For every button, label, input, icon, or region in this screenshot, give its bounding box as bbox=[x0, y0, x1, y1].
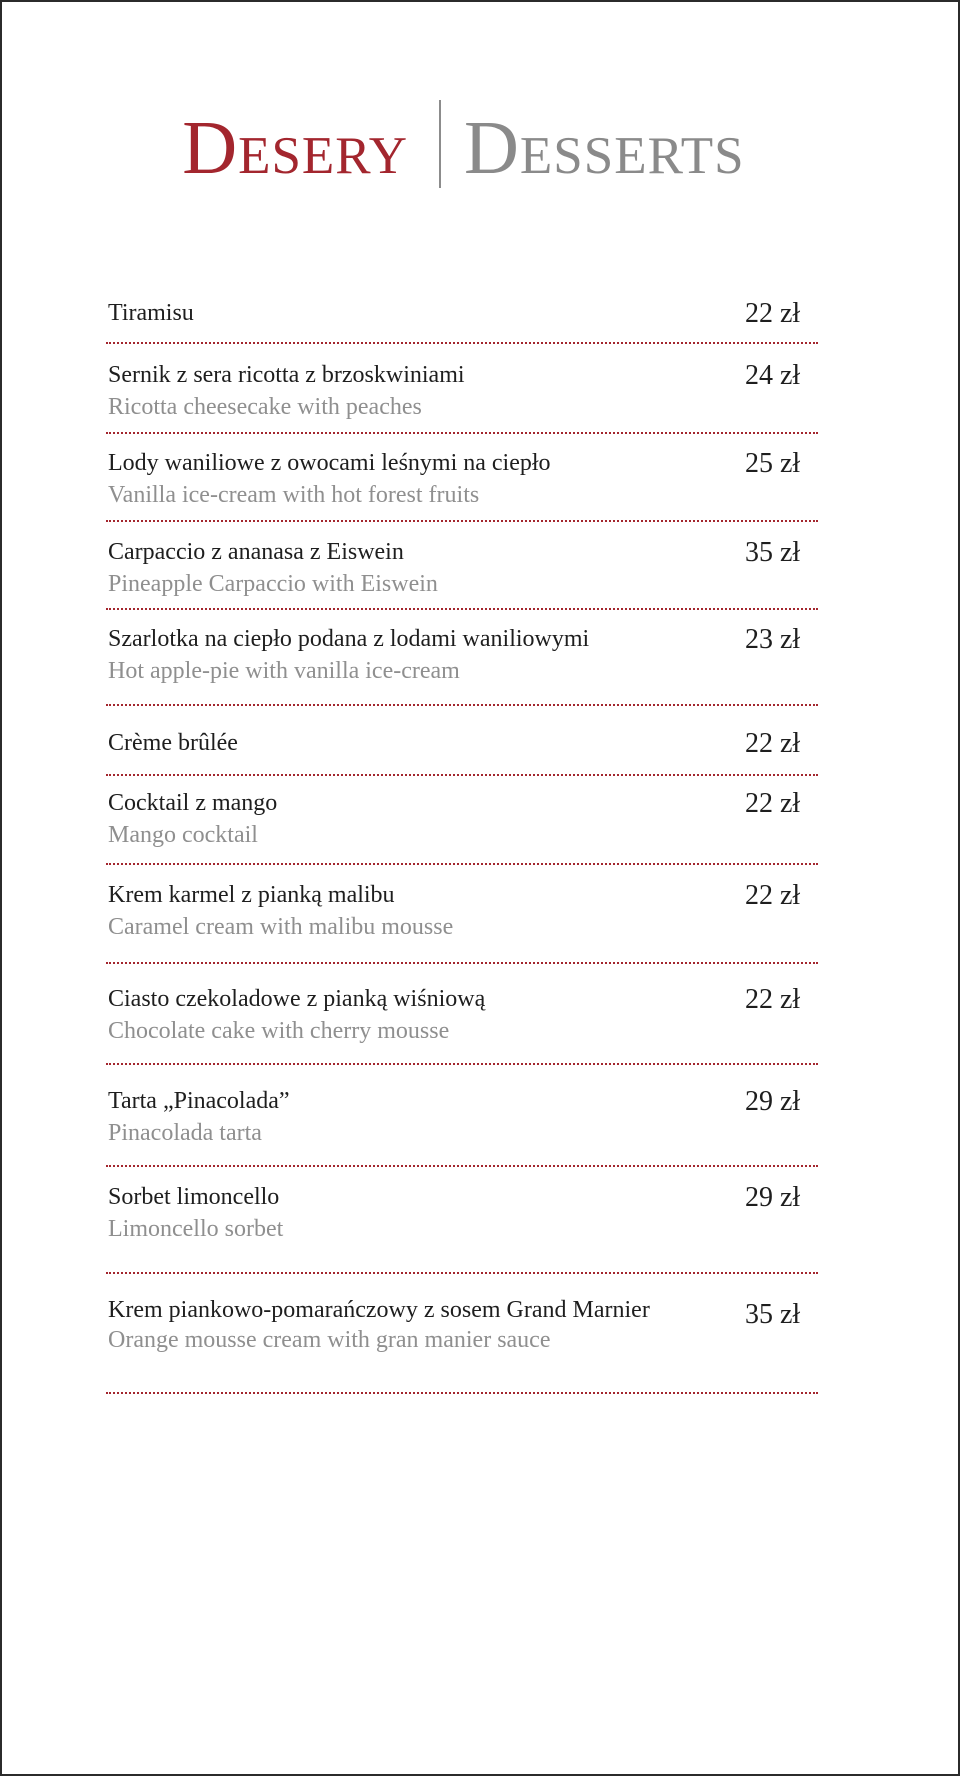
title-english: Desserts bbox=[464, 106, 745, 190]
item-name-english: Pinacolada tarta bbox=[108, 1120, 262, 1146]
item-name-english: Caramel cream with malibu mousse bbox=[108, 914, 454, 940]
item-price: 23 zł bbox=[745, 624, 801, 655]
dotted-divider bbox=[106, 1392, 818, 1394]
dotted-divider bbox=[106, 608, 818, 610]
item-name-english: Pineapple Carpaccio with Eiswein bbox=[108, 571, 438, 597]
item-name-polish: Cocktail z mango bbox=[108, 790, 278, 816]
item-price: 35 zł bbox=[745, 537, 801, 568]
item-name-polish: Carpaccio z ananasa z Eiswein bbox=[108, 539, 404, 565]
item-name-english: Vanilla ice-cream with hot forest fruits bbox=[108, 482, 480, 508]
item-name-english: Mango cocktail bbox=[108, 822, 258, 848]
item-name-english: Chocolate cake with cherry mousse bbox=[108, 1018, 450, 1044]
dotted-divider bbox=[106, 1063, 818, 1065]
dotted-divider bbox=[106, 1272, 818, 1274]
item-name-english: Limoncello sorbet bbox=[108, 1216, 284, 1242]
item-name-polish: Tarta „Pinacolada” bbox=[108, 1088, 290, 1114]
item-name-english: Ricotta cheesecake with peaches bbox=[108, 394, 422, 420]
title-polish: Desery bbox=[182, 106, 408, 190]
item-price: 25 zł bbox=[745, 448, 801, 479]
dotted-divider bbox=[106, 1165, 818, 1167]
dotted-divider bbox=[106, 863, 818, 865]
item-price: 29 zł bbox=[745, 1182, 801, 1213]
item-price: 22 zł bbox=[745, 880, 801, 911]
item-price: 22 zł bbox=[745, 984, 801, 1015]
item-price: 29 zł bbox=[745, 1086, 801, 1117]
item-name-polish: Sorbet limoncello bbox=[108, 1184, 280, 1210]
item-price: 22 zł bbox=[745, 788, 801, 819]
item-name-polish: Lody waniliowe z owocami leśnymi na ciepło bbox=[108, 450, 551, 476]
item-price: 24 zł bbox=[745, 360, 801, 391]
item-name-polish: Krem karmel z pianką malibu bbox=[108, 882, 395, 908]
dotted-divider bbox=[106, 962, 818, 964]
title-divider bbox=[439, 100, 441, 188]
item-name-polish: Tiramisu bbox=[108, 300, 194, 326]
dotted-divider bbox=[106, 432, 818, 434]
item-name-polish: Sernik z sera ricotta z brzoskwiniami bbox=[108, 362, 465, 388]
menu-header bbox=[2, 100, 958, 196]
item-name-english: Hot apple-pie with vanilla ice-cream bbox=[108, 658, 460, 684]
item-name-polish: Szarlotka na ciepło podana z lodami waniliowymi bbox=[108, 626, 590, 652]
item-name-polish: Crème brûlée bbox=[108, 730, 238, 756]
item-name-polish: Ciasto czekoladowe z pianką wiśniową bbox=[108, 986, 486, 1012]
item-price: 35 zł bbox=[745, 1299, 801, 1330]
dotted-divider bbox=[106, 774, 818, 776]
item-price: 22 zł bbox=[745, 728, 801, 759]
item-name-polish: Krem piankowo-pomarańczowy z sosem Grand Marnier bbox=[108, 1297, 650, 1323]
dotted-divider bbox=[106, 520, 818, 522]
item-price: 22 zł bbox=[745, 298, 801, 329]
dotted-divider bbox=[106, 342, 818, 344]
dotted-divider bbox=[106, 704, 818, 706]
item-name-english: Orange mousse cream with gran manier sauce bbox=[108, 1327, 551, 1353]
